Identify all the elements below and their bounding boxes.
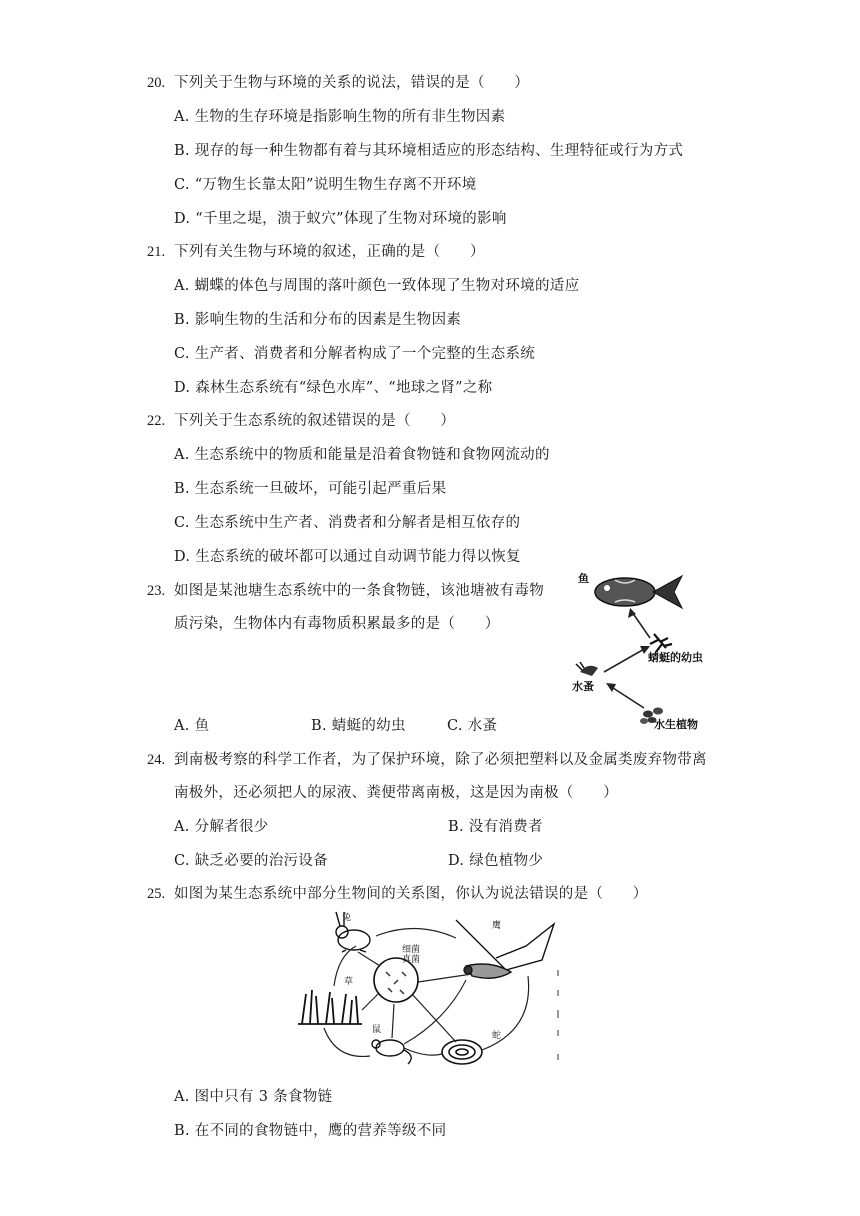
eagle-icon <box>456 920 554 978</box>
question-stem-line-1: 到南极考察的科学工作者，为了保护环境，除了必须把塑料以及金属类废弃物带离 <box>174 752 707 768</box>
question-stem-line-1: 如图是某池塘生态系统中的一条食物链，该池塘被有毒物 <box>174 583 544 599</box>
question-number: 23. <box>147 583 166 599</box>
rabbit-label: 兔 <box>342 913 352 923</box>
question-number: 21. <box>147 244 166 260</box>
option-d: D. “千里之堤，溃于蚁穴”体现了生物对环境的影响 <box>174 211 507 227</box>
option-b: B. 没有消费者 <box>448 819 543 835</box>
question-number: 24. <box>147 752 166 768</box>
question-number: 22. <box>147 413 166 429</box>
question-stem: 下列关于生态系统的叙述错误的是（ ） <box>174 413 456 429</box>
decomposer-label-1: 细菌 <box>402 945 421 955</box>
fish-label: 鱼 <box>578 572 589 585</box>
option-b: B. 现存的每一种生物都有着与其环境相适应的形态结构、生理特征或行为方式 <box>174 143 684 159</box>
arrow-plant-to-daphnia <box>610 686 644 708</box>
daphnia-icon <box>576 662 598 676</box>
mouse-label: 鼠 <box>372 1025 382 1035</box>
question-stem: 下列关于生物与环境的关系的说法，错误的是（ ） <box>174 75 530 91</box>
eagle-label: 鹰 <box>492 921 502 931</box>
option-a: A. 鱼 <box>174 718 210 734</box>
option-a: A. 分解者很少 <box>174 819 269 835</box>
option-a: A. 蝴蝶的体色与周围的落叶颜色一致体现了生物对环境的适应 <box>174 278 580 294</box>
snake-icon <box>442 1040 482 1064</box>
snake-label: 蛇 <box>492 1031 502 1041</box>
question-stem: 下列有关生物与环境的叙述，正确的是（ ） <box>174 244 485 260</box>
option-b: B. 生态系统一旦破坏，可能引起严重后果 <box>174 481 447 497</box>
arrow-larva-to-fish <box>632 612 650 638</box>
question-stem-line-2: 南极外，还必须把人的尿液、粪便带离南极，这是因为南极（ ） <box>174 785 618 801</box>
decomposer-label-2: 真菌 <box>402 955 421 965</box>
option-d: D. 绿色植物少 <box>448 853 544 869</box>
question-stem-line-2: 质污染，生物体内有毒物质积累最多的是（ ） <box>174 616 500 632</box>
grass-label: 草 <box>344 977 354 987</box>
option-c: C. 水蚤 <box>447 718 498 734</box>
fish-icon <box>595 576 682 608</box>
arrow-daphnia-to-larva <box>604 648 646 672</box>
option-b: B. 蜻蜓的幼虫 <box>311 718 406 734</box>
grass-icon <box>298 990 362 1024</box>
question-stem: 如图为某生态系统中部分生物间的关系图，你认为说法错误的是（ ） <box>174 886 648 902</box>
option-a: A. 生态系统中的物质和能量是沿着食物链和食物网流动的 <box>174 447 550 463</box>
question-number: 25. <box>147 886 166 902</box>
option-d: D. 森林生态系统有“绿色水库”、“地球之肾”之称 <box>174 380 493 396</box>
larva-label: 蜻蜓的幼虫 <box>648 651 703 664</box>
option-c: C. 缺乏必要的治污设备 <box>174 853 328 869</box>
food-chain-figure <box>570 568 720 734</box>
option-d: D. 生态系统的破坏都可以通过自动调节能力得以恢复 <box>174 549 521 565</box>
daphnia-label: 水蚤 <box>572 680 594 693</box>
option-c: C. 生态系统中生产者、消费者和分解者是相互依存的 <box>174 515 521 531</box>
option-b: B. 影响生物的生活和分布的因素是生物因素 <box>174 312 462 328</box>
plant-label: 水生植物 <box>654 718 698 731</box>
option-b: B. 在不同的食物链中，鹰的营养等级不同 <box>174 1123 447 1139</box>
option-c: C. “万物生长靠太阳”说明生物生存离不开环境 <box>174 177 477 193</box>
question-number: 20. <box>147 75 166 91</box>
option-a: A. 生物的生存环境是指影响生物的所有非生物因素 <box>174 109 506 125</box>
dragonfly-larva-icon <box>650 634 672 652</box>
food-web-figure <box>296 910 562 1076</box>
option-c: C. 生产者、消费者和分解者构成了一个完整的生态系统 <box>174 346 536 362</box>
option-a: A. 图中只有 3 条食物链 <box>174 1089 333 1105</box>
